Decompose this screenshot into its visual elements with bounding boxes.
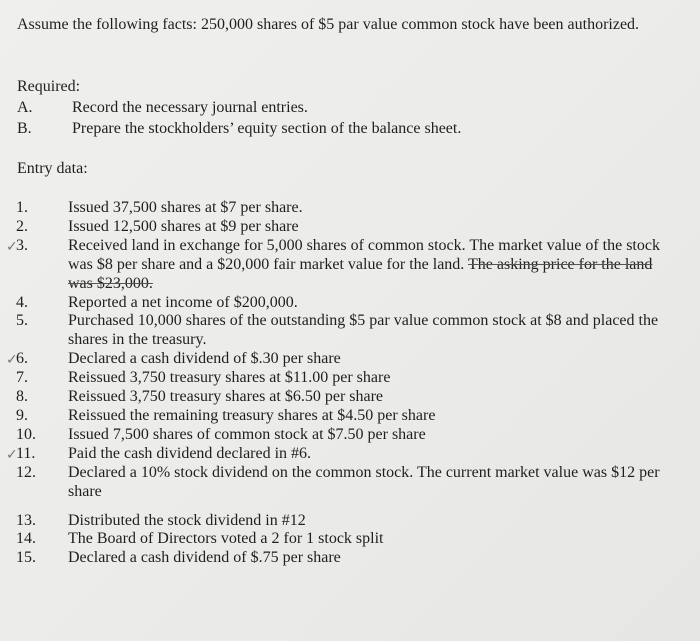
required-item-text: Prepare the stockholders’ equity section of the balance sheet. <box>72 120 462 137</box>
entry-item-13 <box>16 512 676 531</box>
required-item-a <box>17 97 677 118</box>
entry-number: 1. <box>16 199 28 216</box>
entry-number: 10. <box>16 425 36 443</box>
entry-number: 12. <box>16 463 36 481</box>
required-list <box>17 97 677 139</box>
required-item-b <box>17 118 677 139</box>
entry-item-8 <box>16 388 676 407</box>
entry-number: 2. <box>16 217 28 235</box>
entry-text: Declared a cash dividend of $.30 per share <box>68 350 341 368</box>
entry-text: Reissued the remaining treasury shares at $4.50 per share <box>68 406 436 424</box>
entry-number: 4. <box>16 293 28 311</box>
entry-text: Received land in exchange for 5,000 shares of common stock. The market value of the stock was $8 per share and a $20,000 fair market value for the land. <box>68 236 660 273</box>
entry-list <box>6 199 676 568</box>
entry-number: 13. <box>16 511 36 529</box>
entry-item-4 <box>16 294 676 313</box>
entry-item-3 <box>6 236 676 294</box>
entry-item-15 <box>16 549 676 568</box>
entry-data-heading: Entry data: <box>17 160 88 177</box>
entry-item-7 <box>16 369 676 388</box>
required-item-text: Record the necessary journal entries. <box>72 99 308 116</box>
required-item-letter: B. <box>17 120 32 137</box>
entry-item-2 <box>16 218 676 237</box>
entry-item-1 <box>16 199 676 218</box>
entry-number: 11. <box>16 444 36 462</box>
entry-text: Reported a net income of $200,000. <box>68 293 298 311</box>
entry-text: Declared a cash dividend of $.75 per share <box>68 549 341 567</box>
entry-text: Issued 7,500 shares of common stock at $7.50 per share <box>68 425 426 443</box>
check-mark-icon: ✓ <box>6 446 18 463</box>
required-item-letter: A. <box>17 99 33 116</box>
entry-text: The Board of Directors voted a 2 for 1 stock split <box>68 530 384 548</box>
entry-number: 7. <box>16 369 28 387</box>
entry-number: 8. <box>16 388 28 406</box>
problem-intro: Assume the following facts: 250,000 shares of $5 par value common stock have been authorized. <box>17 16 640 33</box>
struck-text: The asking price for the land was $23,000. <box>68 255 653 292</box>
entry-item-12 <box>16 464 676 502</box>
entry-text: Reissued 3,750 treasury shares at $11.00 per share <box>68 369 391 387</box>
entry-text: Declared a 10% stock dividend on the common stock. The current market value was $12 per share <box>68 463 660 500</box>
entry-text: Paid the cash dividend declared in #6. <box>68 444 312 462</box>
entry-text: Issued 12,500 shares at $9 per share <box>68 217 299 235</box>
entry-number: 6. <box>16 350 28 368</box>
required-heading: Required: <box>17 78 81 95</box>
entry-text: Issued 37,500 shares at $7 per share. <box>68 199 303 216</box>
entry-text: Purchased 10,000 shares of the outstanding $5 par value common stock at $8 and placed the shares in the treasury. <box>68 312 659 349</box>
check-mark-icon: ✓ <box>6 238 18 255</box>
entry-number: 15. <box>16 549 36 567</box>
entry-number: 9. <box>16 406 28 424</box>
entry-number: 5. <box>16 312 28 330</box>
entry-item-10 <box>16 426 676 445</box>
entry-item-14 <box>16 530 676 549</box>
entry-text-wrapper <box>68 237 676 294</box>
entry-text: Distributed the stock dividend in #12 <box>68 511 306 529</box>
check-mark-icon: ✓ <box>6 352 18 369</box>
entry-item-9 <box>16 407 676 426</box>
entry-item-5 <box>16 312 676 350</box>
entry-number: 3. <box>16 236 28 254</box>
entry-item-6 <box>6 350 676 369</box>
entry-item-11 <box>6 444 676 464</box>
entry-text: Reissued 3,750 treasury shares at $6.50 per share <box>68 388 384 406</box>
entry-number: 14. <box>16 530 36 548</box>
